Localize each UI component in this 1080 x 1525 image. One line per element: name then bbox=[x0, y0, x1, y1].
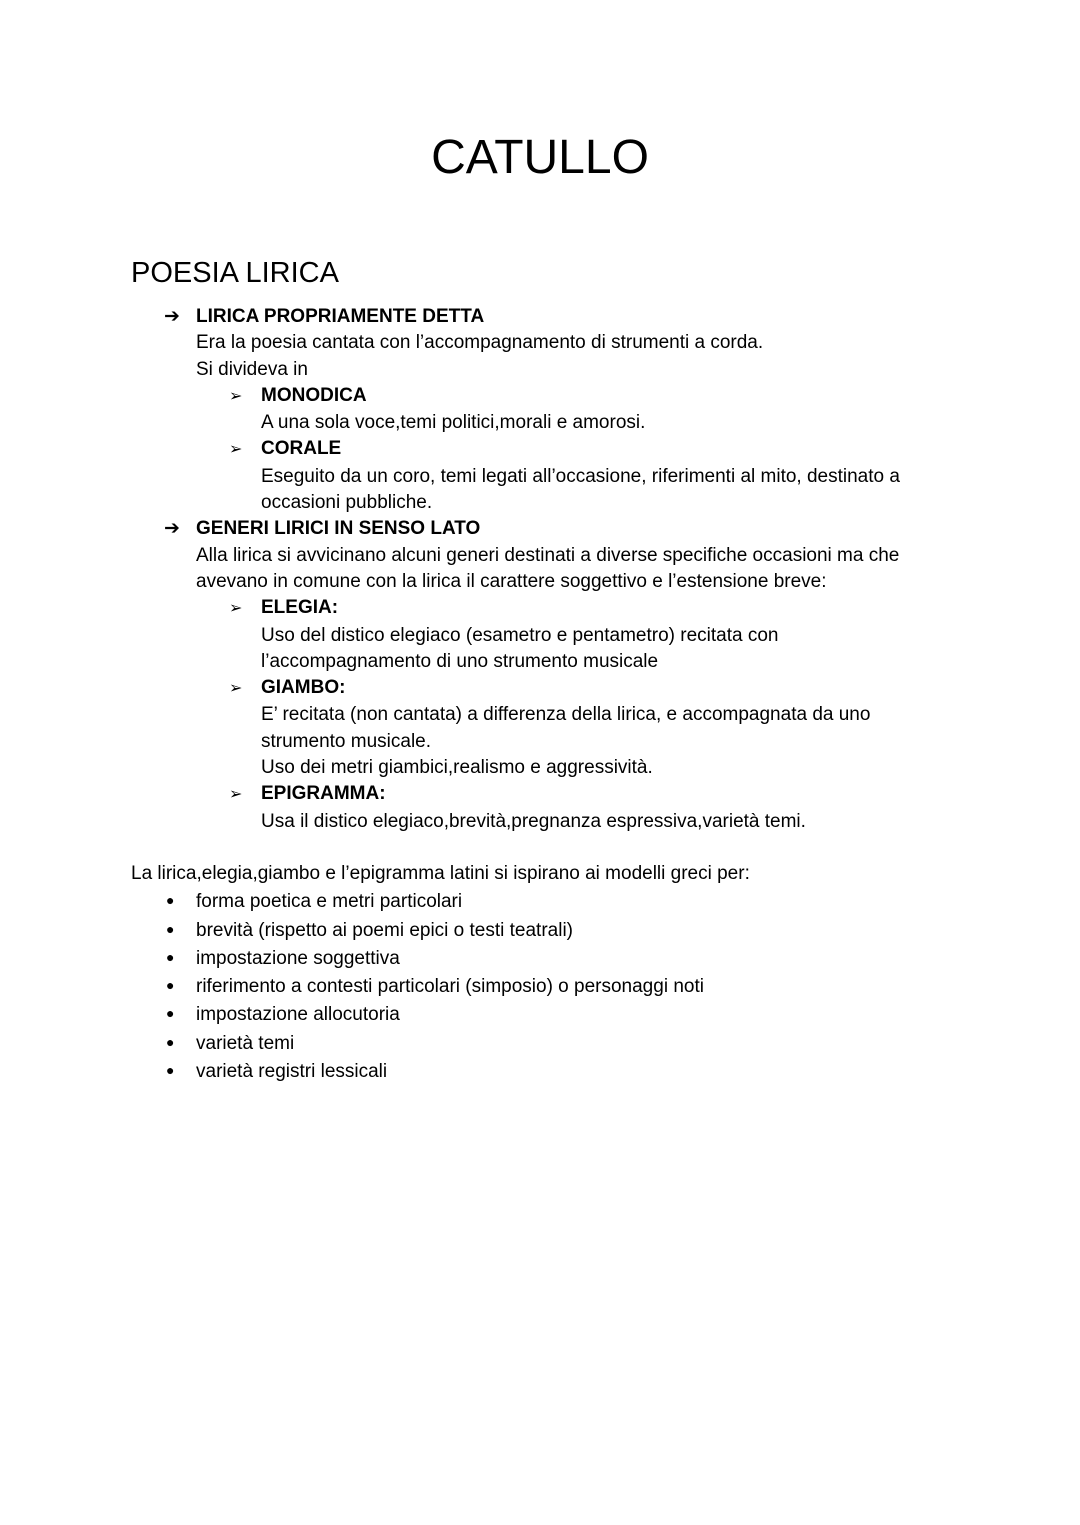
list-item bbox=[131, 944, 951, 972]
list-item bbox=[131, 916, 951, 944]
section1-text-line: Si divideva in bbox=[196, 358, 308, 380]
bullet-icon: ● bbox=[166, 948, 175, 965]
arrow-right-icon: ➔ bbox=[164, 518, 180, 540]
subitem-label: CORALE bbox=[261, 438, 342, 460]
subitem-text-line: l’accompagnamento di uno strumento musicale bbox=[261, 650, 659, 672]
section-heading: POESIA LIRICA bbox=[131, 257, 339, 289]
subitem-text-line: Uso dei metri giambici,realismo e aggressività. bbox=[261, 757, 653, 779]
section1-label: LIRICA PROPRIAMENTE DETTA bbox=[196, 306, 485, 327]
list-item-text: impostazione soggettiva bbox=[196, 947, 400, 969]
list-item bbox=[131, 1057, 951, 1085]
subitem-heading-row bbox=[131, 595, 951, 622]
subitem-text-line: Eseguito da un coro, temi legati all’occasione, riferimenti al mito, destinato a bbox=[261, 465, 900, 487]
list-item bbox=[131, 1000, 951, 1028]
subitem-label: ELEGIA: bbox=[261, 597, 339, 619]
subitem-label: MONODICA bbox=[261, 384, 367, 406]
arrow-right-icon: ➔ bbox=[164, 306, 180, 327]
list-item-text: riferimento a contesti particolari (simposio) o personaggi noti bbox=[196, 976, 704, 998]
section2-text-line: avevano in comune con la lirica il carattere soggettivo e l’estensione breve: bbox=[196, 570, 827, 592]
bullet-icon: ● bbox=[166, 977, 175, 994]
bullet-icon: ● bbox=[166, 1062, 175, 1079]
arrowhead-icon: ➢ bbox=[229, 600, 243, 618]
list-item-text: brevità (rispetto ai poemi epici o testi teatrali) bbox=[196, 919, 573, 941]
arrowhead-icon: ➢ bbox=[229, 441, 243, 459]
subitem-heading-row bbox=[131, 436, 951, 463]
document-title: CATULLO bbox=[431, 131, 649, 184]
subitem-text-line: strumento musicale. bbox=[261, 730, 432, 752]
subitem-heading-row bbox=[131, 781, 951, 808]
arrowhead-icon: ➢ bbox=[229, 786, 243, 804]
list-item-text: impostazione allocutoria bbox=[196, 1004, 400, 1026]
subitem-heading-row bbox=[131, 675, 951, 702]
section2-text-line: Alla lirica si avvicinano alcuni generi destinati a diverse specifiche occasioni ma che bbox=[196, 544, 900, 566]
bullet-icon: ● bbox=[166, 1005, 175, 1022]
subitem-label: EPIGRAMMA: bbox=[261, 783, 386, 805]
section2-heading-row bbox=[131, 516, 951, 542]
list-item-text: forma poetica e metri particolari bbox=[196, 891, 463, 913]
subitem-heading-row bbox=[131, 383, 951, 410]
subitem-text-line: occasioni pubbliche. bbox=[261, 492, 433, 514]
subitem-text-line: Uso del distico elegiaco (esametro e pentametro) recitata con bbox=[261, 624, 779, 646]
subitem-text-line: Usa il distico elegiaco,brevità,pregnanza espressiva,varietà temi. bbox=[261, 810, 806, 832]
list-item bbox=[131, 887, 951, 915]
subitem-text-line: A una sola voce,temi politici,morali e amorosi. bbox=[261, 412, 646, 434]
section1-text-line: Era la poesia cantata con l’accompagnamento di strumenti a corda. bbox=[196, 332, 764, 354]
section1-heading-row bbox=[131, 304, 951, 330]
bullet-icon: ● bbox=[166, 892, 175, 909]
list-item-text: varietà temi bbox=[196, 1032, 295, 1054]
list-item bbox=[131, 972, 951, 1000]
subitem-label: GIAMBO: bbox=[261, 677, 346, 699]
section2-label: GENERI LIRICI IN SENSO LATO bbox=[196, 518, 481, 540]
arrowhead-icon: ➢ bbox=[229, 680, 243, 698]
list-item bbox=[131, 1029, 951, 1057]
intro-paragraph: La lirica,elegia,giambo e l’epigramma latini si ispirano ai modelli greci per: bbox=[131, 862, 750, 884]
bullet-icon: ● bbox=[166, 1033, 175, 1050]
list-item-text: varietà registri lessicali bbox=[196, 1061, 388, 1083]
subitem-text-line: E’ recitata (non cantata) a differenza della lirica, e accompagnata da uno bbox=[261, 704, 871, 726]
bullet-icon: ● bbox=[166, 920, 175, 937]
arrowhead-icon: ➢ bbox=[229, 387, 243, 405]
document-body bbox=[131, 304, 951, 1085]
spacer bbox=[131, 835, 951, 861]
